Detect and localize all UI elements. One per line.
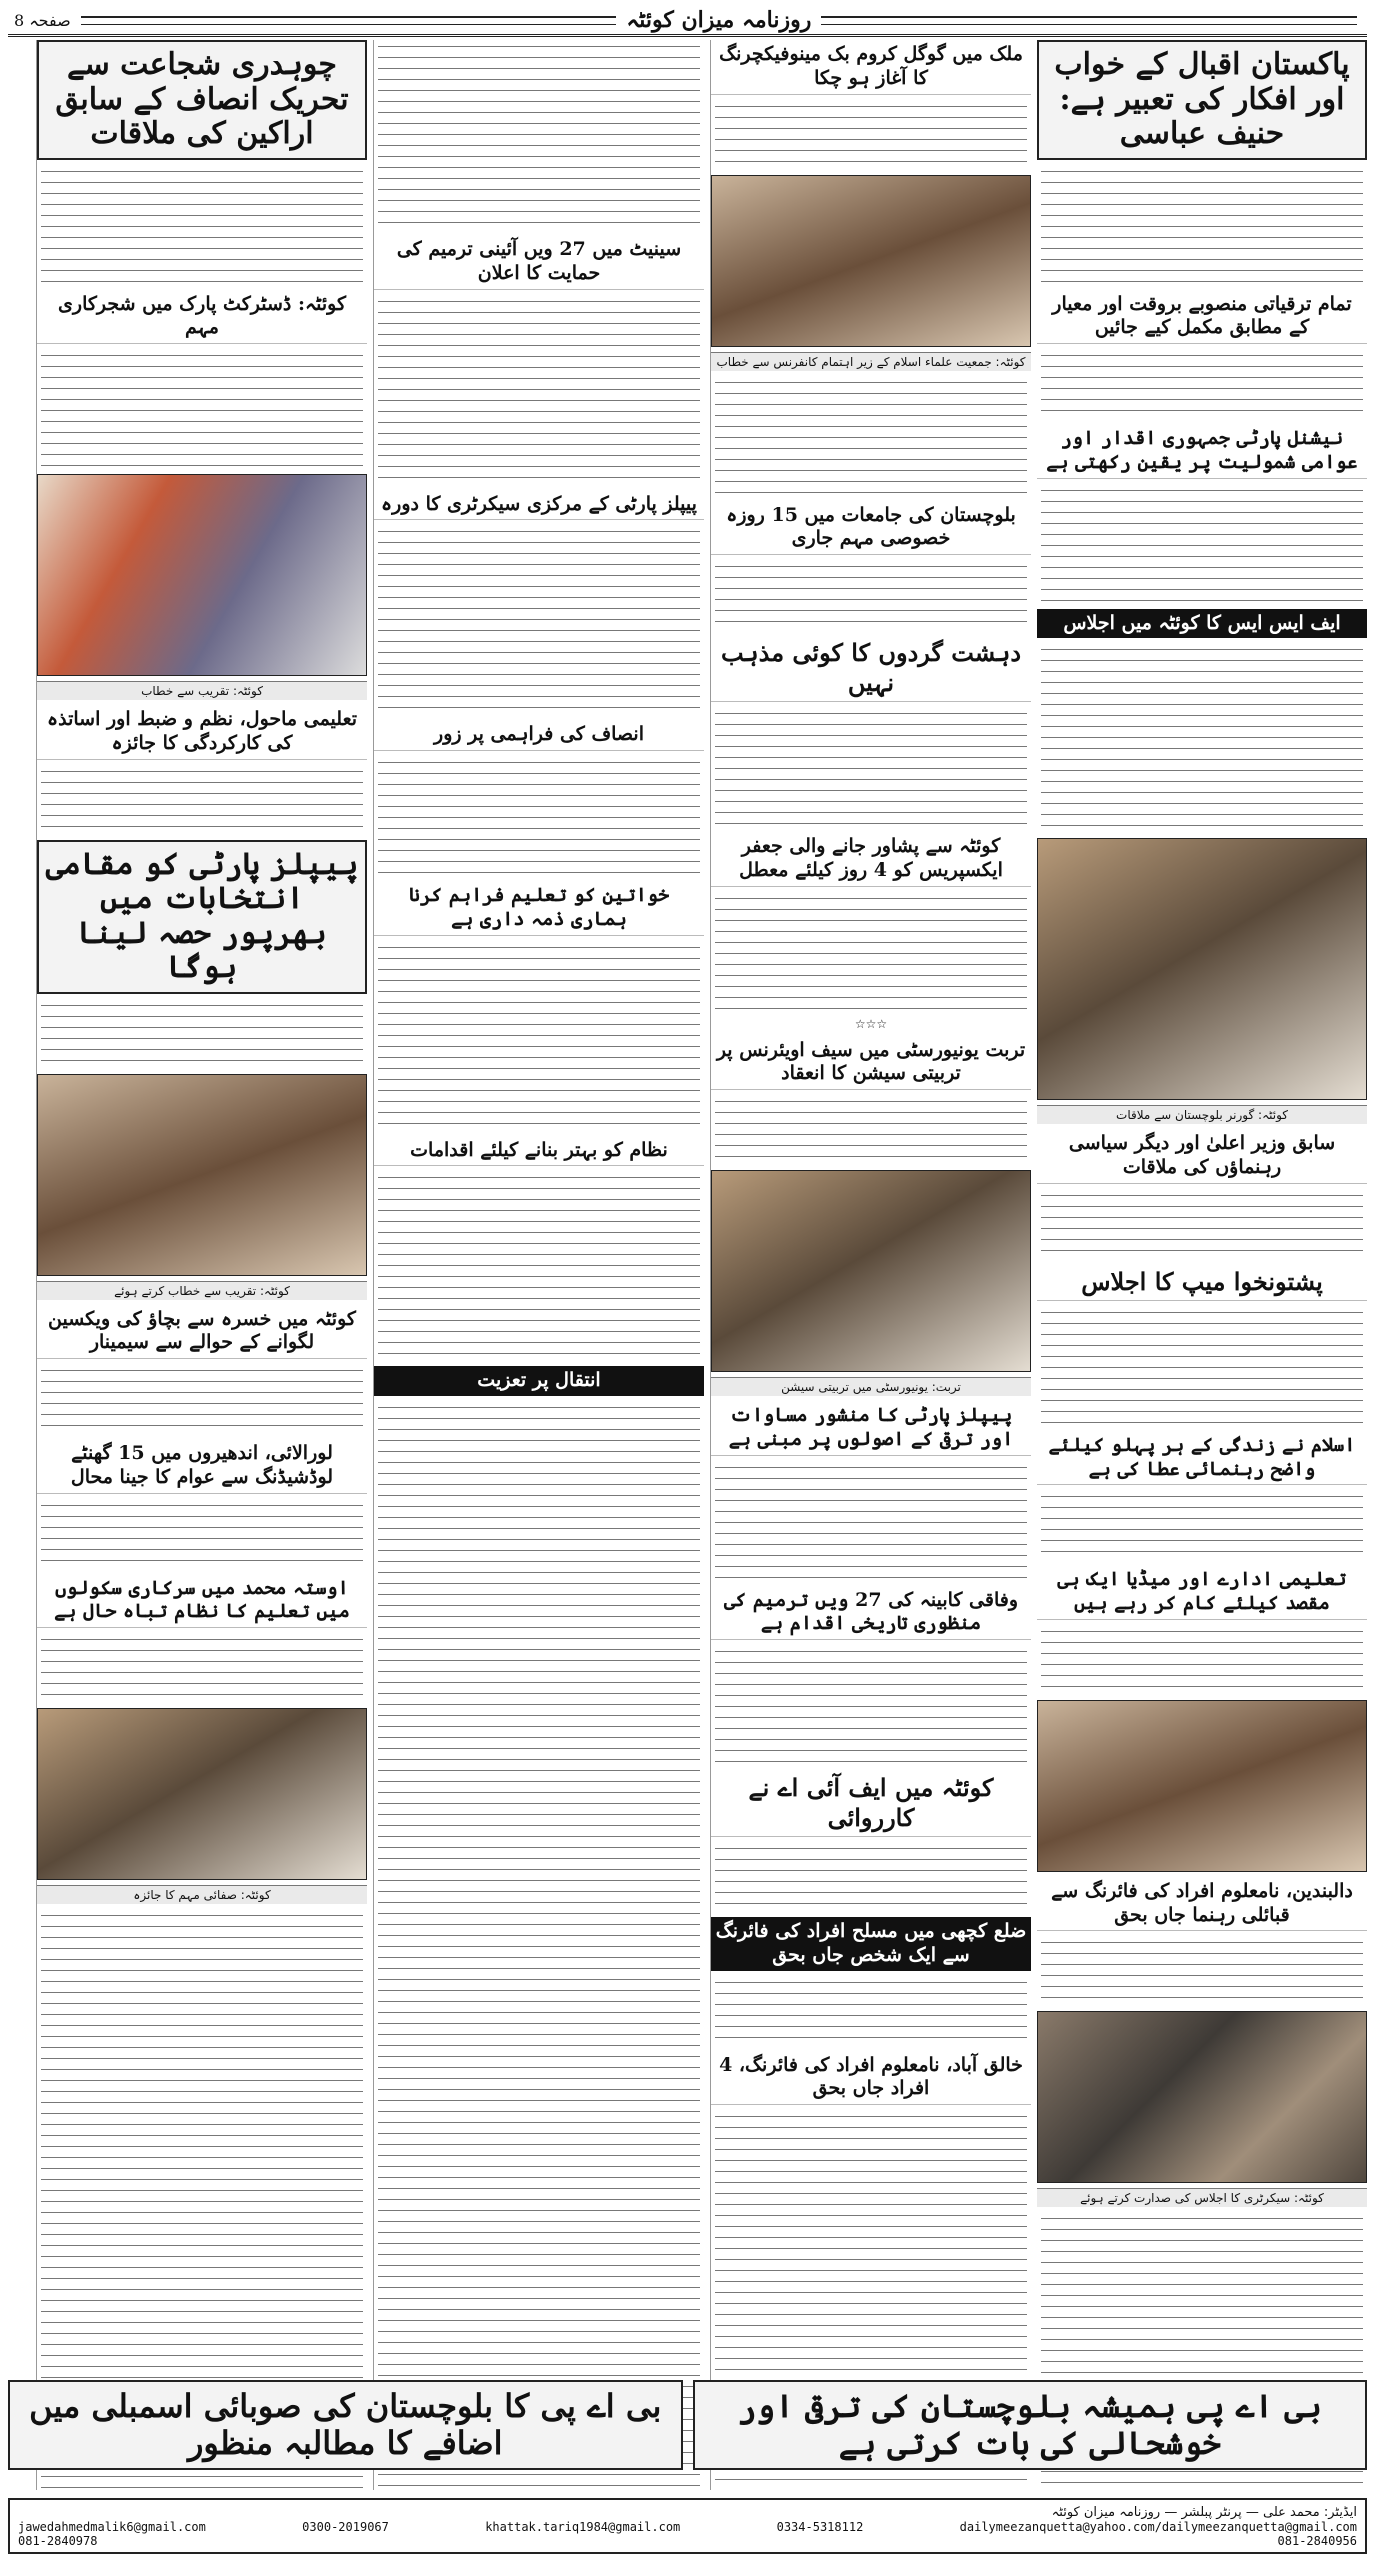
page-number: صفحہ 8 <box>14 10 71 30</box>
article-text <box>378 295 700 485</box>
headline: وفاقی کابینہ کی 27 ویں ترمیم کی منظوری تاریخی اقدام ہے <box>711 1586 1031 1641</box>
article-text <box>1041 1625 1363 1695</box>
article-text <box>1041 1936 1363 2006</box>
news-photo <box>37 1708 367 1880</box>
news-photo <box>711 175 1031 347</box>
article-text <box>715 1645 1027 1765</box>
headline: ملک میں گوگل کروم بک مینوفیکچرنگ کا آغاز ہو چکا <box>711 40 1031 95</box>
article-text <box>715 1842 1027 1912</box>
column-2 <box>710 40 1031 2490</box>
headline: کوئٹہ: ڈسٹرکٹ پارک میں شجرکاری مہم <box>37 290 367 345</box>
headline: سابق وزیر اعلیٰ اور دیگر سیاسی رہنماؤں کی ملاقات <box>1037 1129 1367 1184</box>
masthead-title: روزنامہ میزان کوئٹہ <box>626 7 812 33</box>
headline: انصاف کی فراہمی پر زور <box>374 720 704 751</box>
article-text <box>1041 1189 1363 1259</box>
article-text <box>41 1364 363 1434</box>
photo-caption: کوئٹہ: تقریب سے خطاب <box>37 681 367 700</box>
headline: دالبندین، نامعلوم افراد کی فائرنگ سے قبائلی رہنما جاں بحق <box>1037 1877 1367 1932</box>
article-text <box>715 100 1027 170</box>
photo-caption: تربت: یونیورسٹی میں تربیتی سیشن <box>711 1377 1031 1396</box>
article-text <box>1041 1306 1363 1426</box>
column-1 <box>1037 40 1367 2490</box>
masthead-rule-left <box>81 16 617 25</box>
photo-caption: کوئٹہ: صفائی مہم کا جائزہ <box>37 1885 367 1904</box>
headline: تعلیمی ادارے اور میڈیا ایک ہی مقصد کیلئے کام کر رہے ہیں <box>1037 1565 1367 1620</box>
news-photo <box>1037 1700 1367 1872</box>
news-photo <box>37 1074 367 1276</box>
headline: تعلیمی ماحول، نظم و ضبط اور اساتذہ کی کارکردگی کا جائزہ <box>37 705 367 760</box>
article-text <box>1041 484 1363 604</box>
article-text <box>715 1461 1027 1581</box>
email[interactable]: khattak.tariq1984@gmail.com <box>485 2519 681 2534</box>
headline: کوئٹہ میں خسرہ سے بچاؤ کی ویکسین لگوانے کے حوالے سے سیمینار <box>37 1305 367 1360</box>
headline: خواتین کو تعلیم فراہم کرنا ہماری ذمہ داری ہے <box>374 881 704 936</box>
headline: پشتونخوا میپ کا اجلاس <box>1037 1264 1367 1301</box>
email[interactable]: jawedahmedmalik6@gmail.com <box>18 2519 206 2534</box>
headline: نیشنل پارٹی جمہوری اقدار اور عوامی شمولیت پر یقین رکھتی ہے <box>1037 424 1367 479</box>
article-text <box>715 1976 1027 2046</box>
article-text <box>715 892 1027 1012</box>
article-text <box>41 349 363 469</box>
article-text <box>1041 1490 1363 1560</box>
headline-banner: بی اے پی ہمیشہ بلوچستان کی ترقی اور خوشحالی کی بات کرتی ہے <box>693 2380 1368 2470</box>
column-4 <box>36 40 367 2490</box>
headline: دہشت گردوں کا کوئی مذہب نہیں <box>711 635 1031 702</box>
headline: بلوچستان کی جامعات میں 15 روزہ خصوصی مہم جاری <box>711 501 1031 556</box>
headline: ایف ایس ایس کا کوئٹہ میں اجلاس <box>1037 609 1367 639</box>
news-photo <box>1037 838 1367 1100</box>
headline: خالق آباد، نامعلوم افراد کی فائرنگ، 4 افراد جاں بحق <box>711 2051 1031 2106</box>
headline: کوئٹہ سے پشاور جانے والی جعفر ایکسپریس کو 4 روز کیلئے معطل <box>711 832 1031 887</box>
photo-caption: کوئٹہ: جمعیت علماء اسلام کے زیر اہتمام کانفرنس سے خطاب <box>711 352 1031 371</box>
headline: نظام کو بہتر بنانے کیلئے اقدامات <box>374 1136 704 1167</box>
article-text <box>1041 349 1363 419</box>
headline-banner: پیپلز پارٹی کو مقامی انتخابات میں بھرپور حصہ لینا ہوگا <box>37 840 367 994</box>
headline: تربت یونیورسٹی میں سیف اویئرنس پر تربیتی سیشن کا انعقاد <box>711 1036 1031 1091</box>
article-text <box>41 999 363 1069</box>
phone-line <box>18 2534 1357 2548</box>
masthead <box>8 6 1367 37</box>
article-text <box>378 525 700 715</box>
article-text <box>715 560 1027 630</box>
article-text <box>378 40 700 230</box>
masthead-rule-right <box>821 16 1357 25</box>
article-text <box>1041 643 1363 833</box>
headline: سینیٹ میں 27 ویں آئینی ترمیم کی حمایت کا اعلان <box>374 235 704 290</box>
article-text <box>715 1095 1027 1165</box>
photo-caption: کوئٹہ: تقریب سے خطاب کرتے ہوئے <box>37 1281 367 1300</box>
photo-caption: کوئٹہ: سیکرٹری کا اجلاس کی صدارت کرتے ہوئے <box>1037 2188 1367 2207</box>
email[interactable]: dailymeezanquetta@yahoo.com/dailymeezanquetta@gmail.com <box>959 2519 1357 2534</box>
article-text <box>715 707 1027 827</box>
phone: 0300-2019067 <box>302 2519 389 2534</box>
article-text <box>378 1171 700 1361</box>
headline-banner: بی اے پی کا بلوچستان کی صوبائی اسمبلی میں اضافے کا مطالبہ منظور <box>8 2380 683 2470</box>
divider-stars: ☆☆☆ <box>854 1016 888 1031</box>
article-text <box>378 1401 700 2490</box>
phone: 0334-5318112 <box>776 2519 864 2534</box>
headline: تمام ترقیاتی منصوبے بروقت اور معیار کے مطابق مکمل کیے جائیں <box>1037 290 1367 345</box>
headline: پیپلز پارٹی کا منشور مساوات اور ترقی کے اصولوں پر مبنی ہے <box>711 1401 1031 1456</box>
headline: پیپلز پارٹی کے مرکزی سیکرٹری کا دورہ <box>374 490 704 521</box>
headline: اسلام نے زندگی کے ہر پہلو کیلئے واضح رہنمائی عطا کی ہے <box>1037 1431 1367 1486</box>
article-text <box>715 376 1027 496</box>
phone: 081-2840956 <box>1277 2533 1357 2548</box>
photo-caption: کوئٹہ: گورنر بلوچستان سے ملاقات <box>1037 1105 1367 1124</box>
article-text <box>378 756 700 876</box>
imprint-footer <box>8 2498 1367 2554</box>
headline: کوئٹہ میں ایف آئی اے نے کارروائی <box>711 1770 1031 1837</box>
article-text <box>1041 165 1363 285</box>
article-text <box>41 765 363 835</box>
article-text <box>41 165 363 285</box>
bottom-headlines <box>8 2380 1367 2470</box>
imprint-text: ایڈیٹر: محمد علی — پرنٹر پبلشر — روزنامہ میزان کوئٹہ <box>1051 2504 1357 2520</box>
headline: ضلع کچھی میں مسلح افراد کی فائرنگ سے ایک شخص جاں بحق <box>711 1917 1031 1971</box>
news-photo <box>711 1170 1031 1372</box>
contact-line <box>18 2520 1357 2534</box>
article-text <box>378 941 700 1131</box>
headline-banner: چوہدری شجاعت سے تحریک انصاف کے سابق اراکین کی ملاقات <box>37 40 367 160</box>
headline: انتقال پر تعزیت <box>374 1366 704 1396</box>
headline: اوستہ محمد میں سرکاری سکولوں میں تعلیم کا نظام تباہ حال ہے <box>37 1574 367 1629</box>
news-photo <box>1037 2011 1367 2183</box>
news-photo <box>37 474 367 676</box>
headline: لورالائی، اندھیروں میں 15 گھنٹے لوڈشیڈنگ سے عوام کا جینا محال <box>37 1439 367 1494</box>
article-text <box>41 1633 363 1703</box>
phone: 081-2840978 <box>18 2533 98 2548</box>
headline-banner: پاکستان اقبال کے خواب اور افکار کی تعبیر ہے: حنیف عباسی <box>1037 40 1367 160</box>
columns <box>8 40 1367 2490</box>
article-text <box>41 1499 363 1569</box>
column-3 <box>373 40 704 2490</box>
